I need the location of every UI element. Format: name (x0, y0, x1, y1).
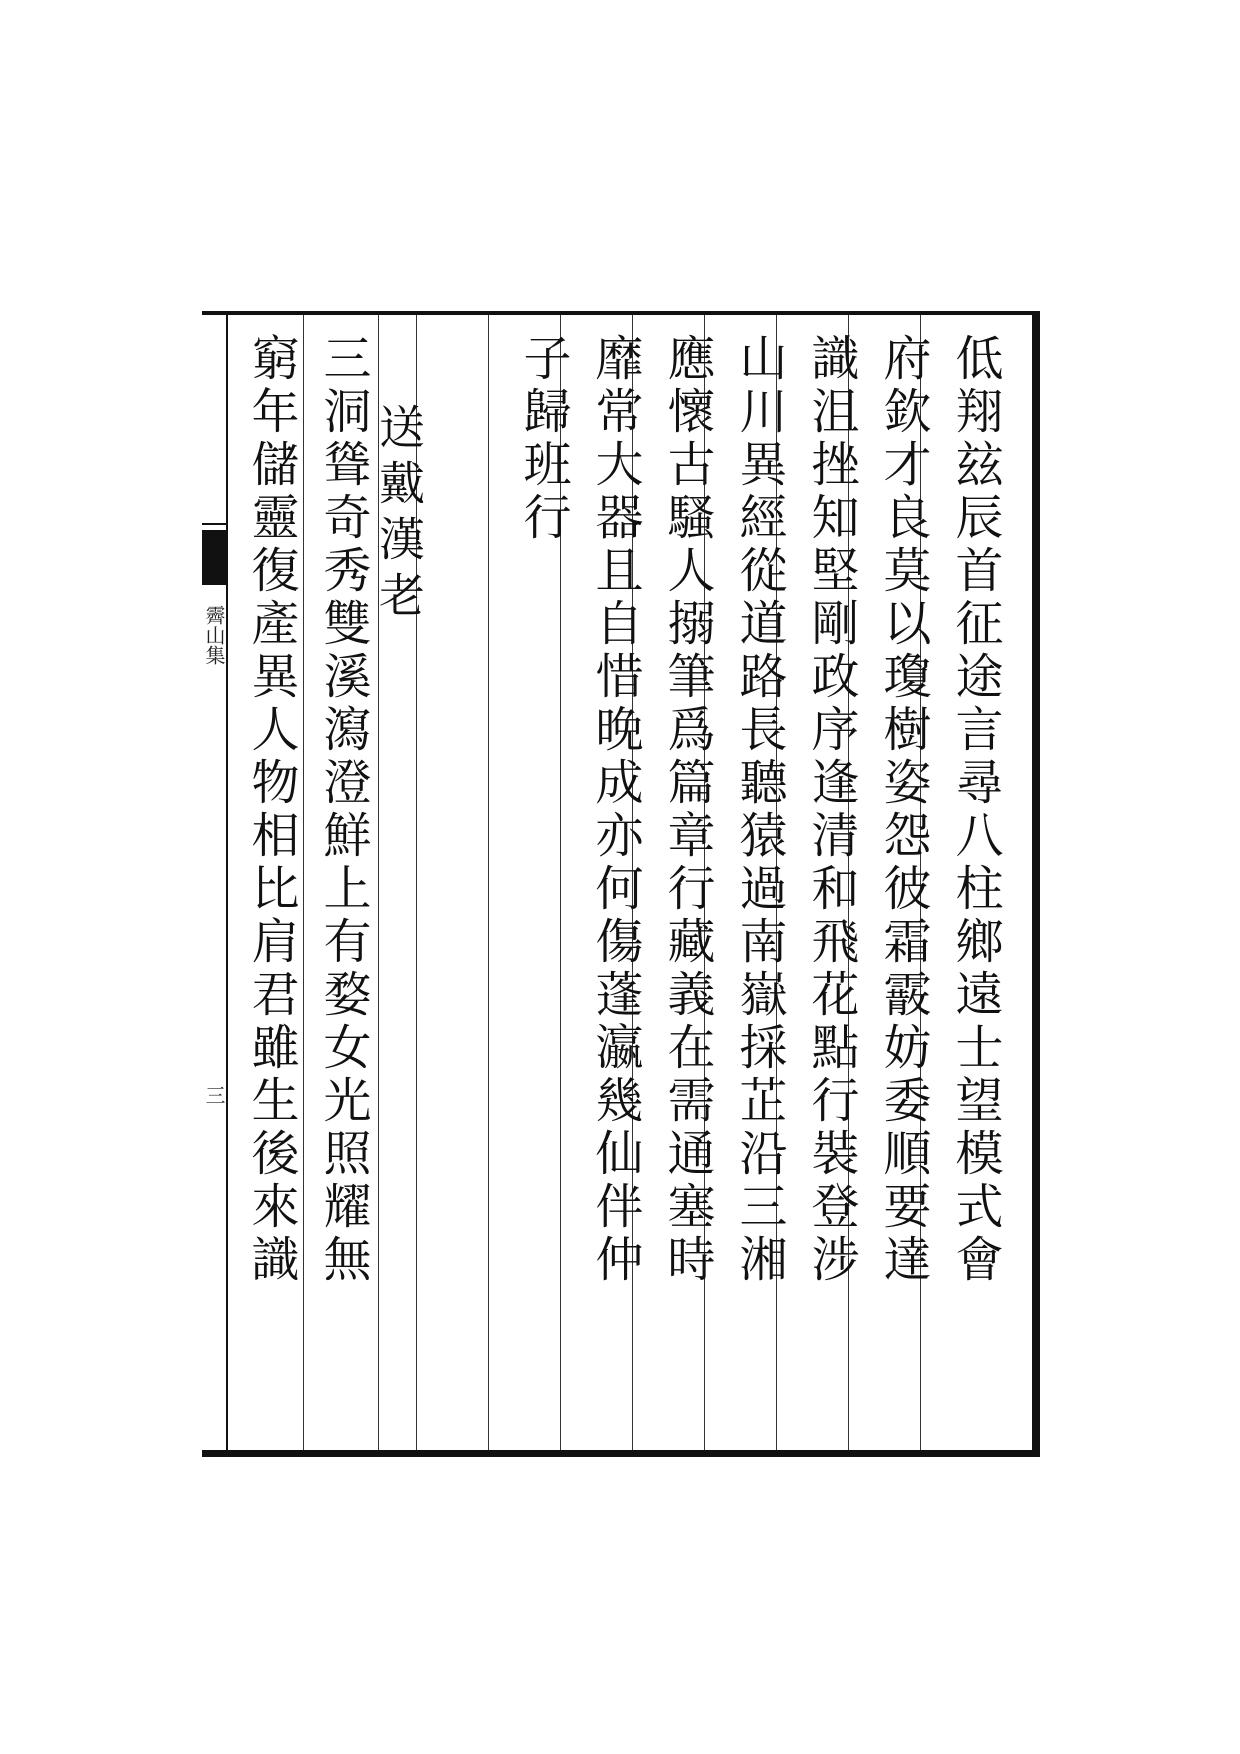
poem-title: 送戴漢老 (372, 403, 426, 627)
column-rule (488, 315, 489, 1450)
text-column: 應懷古騷人搦筆爲篇章行藏義在需通塞時 (659, 333, 715, 1287)
fore-edge-rule (202, 523, 226, 525)
fore-edge-margin (202, 315, 226, 1450)
text-column: 三洞聳奇秀雙溪瀉澄鮮上有婺女光照耀無 (315, 333, 371, 1287)
text-column: 識沮挫知堅剛政序逢清和飛花點行裝登涉 (803, 333, 859, 1287)
text-column: 府欽才良莫以瓊樹姿怨彼霜霰妨委順要達 (875, 333, 931, 1287)
text-column: 低翔玆辰首征途言尋八柱鄉遠士望模式會 (947, 333, 1003, 1287)
margin-page-number: 三 (202, 1085, 226, 1105)
text-column: 靡常大器且自惜晚成亦何傷蓬瀛幾仙伴仲 (587, 333, 643, 1287)
fishtail-mark (202, 530, 226, 585)
text-block (202, 311, 1040, 1457)
frame-bottom-border (202, 1450, 1040, 1457)
text-column: 窮年儲靈復產異人物相比肩君雖生後來識 (243, 333, 299, 1287)
text-column: 山川異經從道路長聽猿過南嶽採芷沿三湘 (731, 333, 787, 1287)
text-column: 子歸班行 (515, 333, 571, 545)
frame-right-border (1032, 311, 1040, 1457)
margin-book-title: 霽山集 (202, 605, 226, 665)
frame-left-border (226, 315, 228, 1450)
frame-top-border (202, 311, 1040, 315)
